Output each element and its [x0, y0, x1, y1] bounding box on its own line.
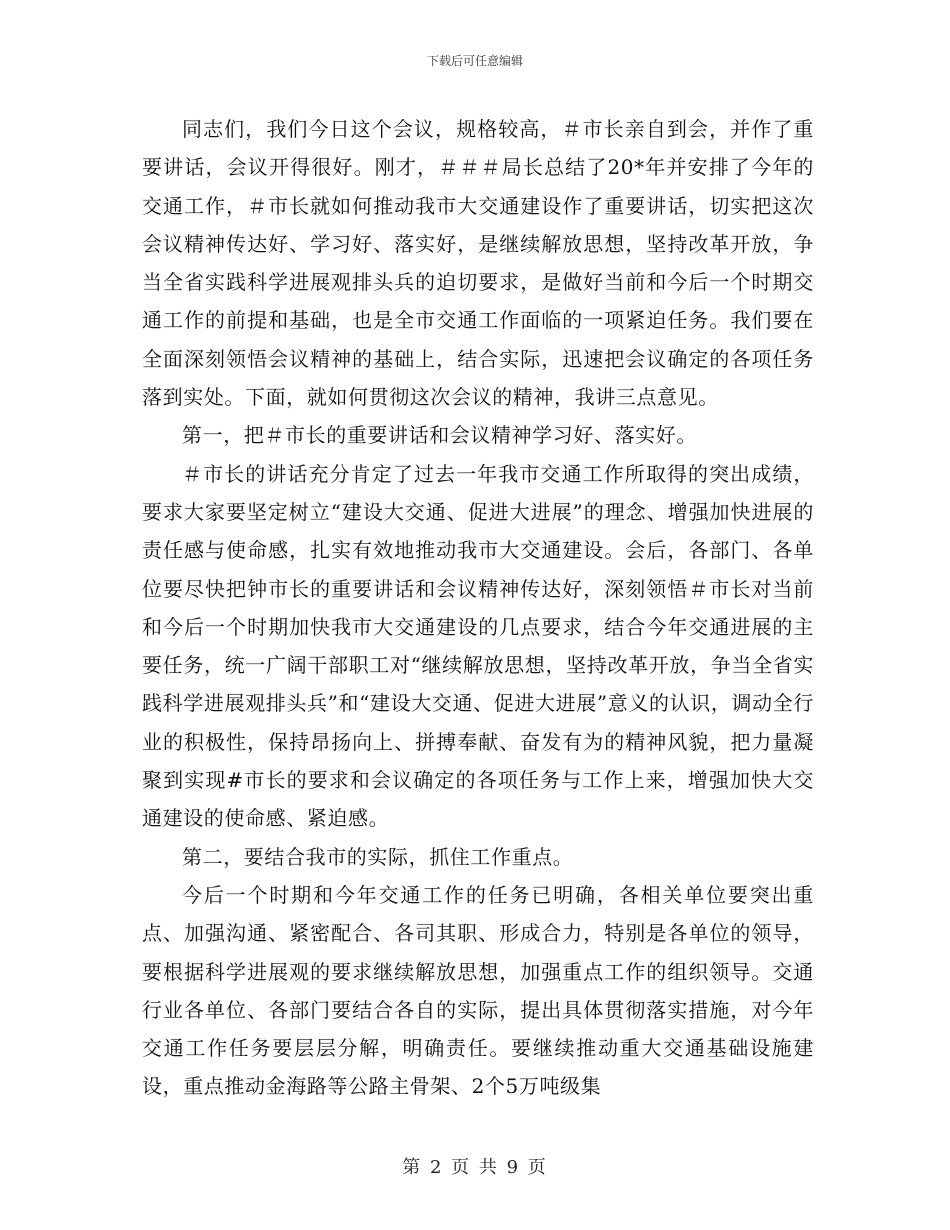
page-number: 第 2 页 共 9 页 [402, 1157, 548, 1178]
paragraph-opening: 同志们，我们今日这个会议，规格较高，＃市长亲自到会，并作了重要讲话，会议开得很好。刚才，＃＃＃局长总结了20*年并安排了今年的交通工作，＃市长就如何推动我市大交通建设作了重要讲话，切实把这次会议精神传达好、学习好、落实好，是继续解放思想，坚持改革开放，争当全省实践科学进展观排头兵的迫切要求，是做好当前和今后一个时期交通工作的前提和基础，也是全市交通工作面临的一项紧迫任务。我们要在全面深刻领悟会议精神的基础上，结合实际，迅速把会议确定的各项任务落到实处。下面，就如何贯彻这次会议的精神，我讲三点意见。 [142, 117, 814, 410]
document-body [142, 110, 814, 1106]
paragraph-point-two-body: 今后一个时期和今年交通工作的任务已明确，各相关单位要突出重点、加强沟通、紧密配合、各司其职、形成合力，特别是各单位的领导，要根据科学进展观的要求继续解放思想，加强重点工作的组织领导。交通行业各单位、各部门要结合各自的实际，提出具体贯彻落实措施，对今年交通工作任务要层层分解，明确责任。要继续推动重大交通基础设施建设，重点推动金海路等公路主骨架、2个5万吨级集 [142, 882, 814, 1099]
paragraph-point-one-body: ＃市长的讲话充分肯定了过去一年我市交通工作所取得的突出成绩，要求大家要坚定树立“建设大交通、促进大进展”的理念、增强加快进展的责任感与使命感，扎实有效地推动我市大交通建设。会后，各部门、各单位要尽快把钟市长的重要讲话和会议精神传达好，深刻领悟＃市长对当前和今后一个时期加快我市大交通建设的几点要求，结合今年交通进展的主要任务，统一广阔干部职工对“继续解放思想，坚持改革开放，争当全省实践科学进展观排头兵”和“建设大交通、促进大进展”意义的认识，调动全行业的积极性，保持昂扬向上、拼搏奉献、奋发有为的精神风貌，把力量凝聚到实现#市长的要求和会议确定的各项任务与工作上来，增强加快大交通建设的使命感、紧迫感。 [142, 461, 814, 831]
page-header: 下载后可任意编辑 [426, 54, 523, 68]
paragraph-point-one-heading: 第一，把＃市长的重要讲话和会议精神学习好、落实好。 [182, 423, 697, 448]
paragraph-point-two-heading: 第二，要结合我市的实际，抓住工作重点。 [182, 844, 574, 869]
